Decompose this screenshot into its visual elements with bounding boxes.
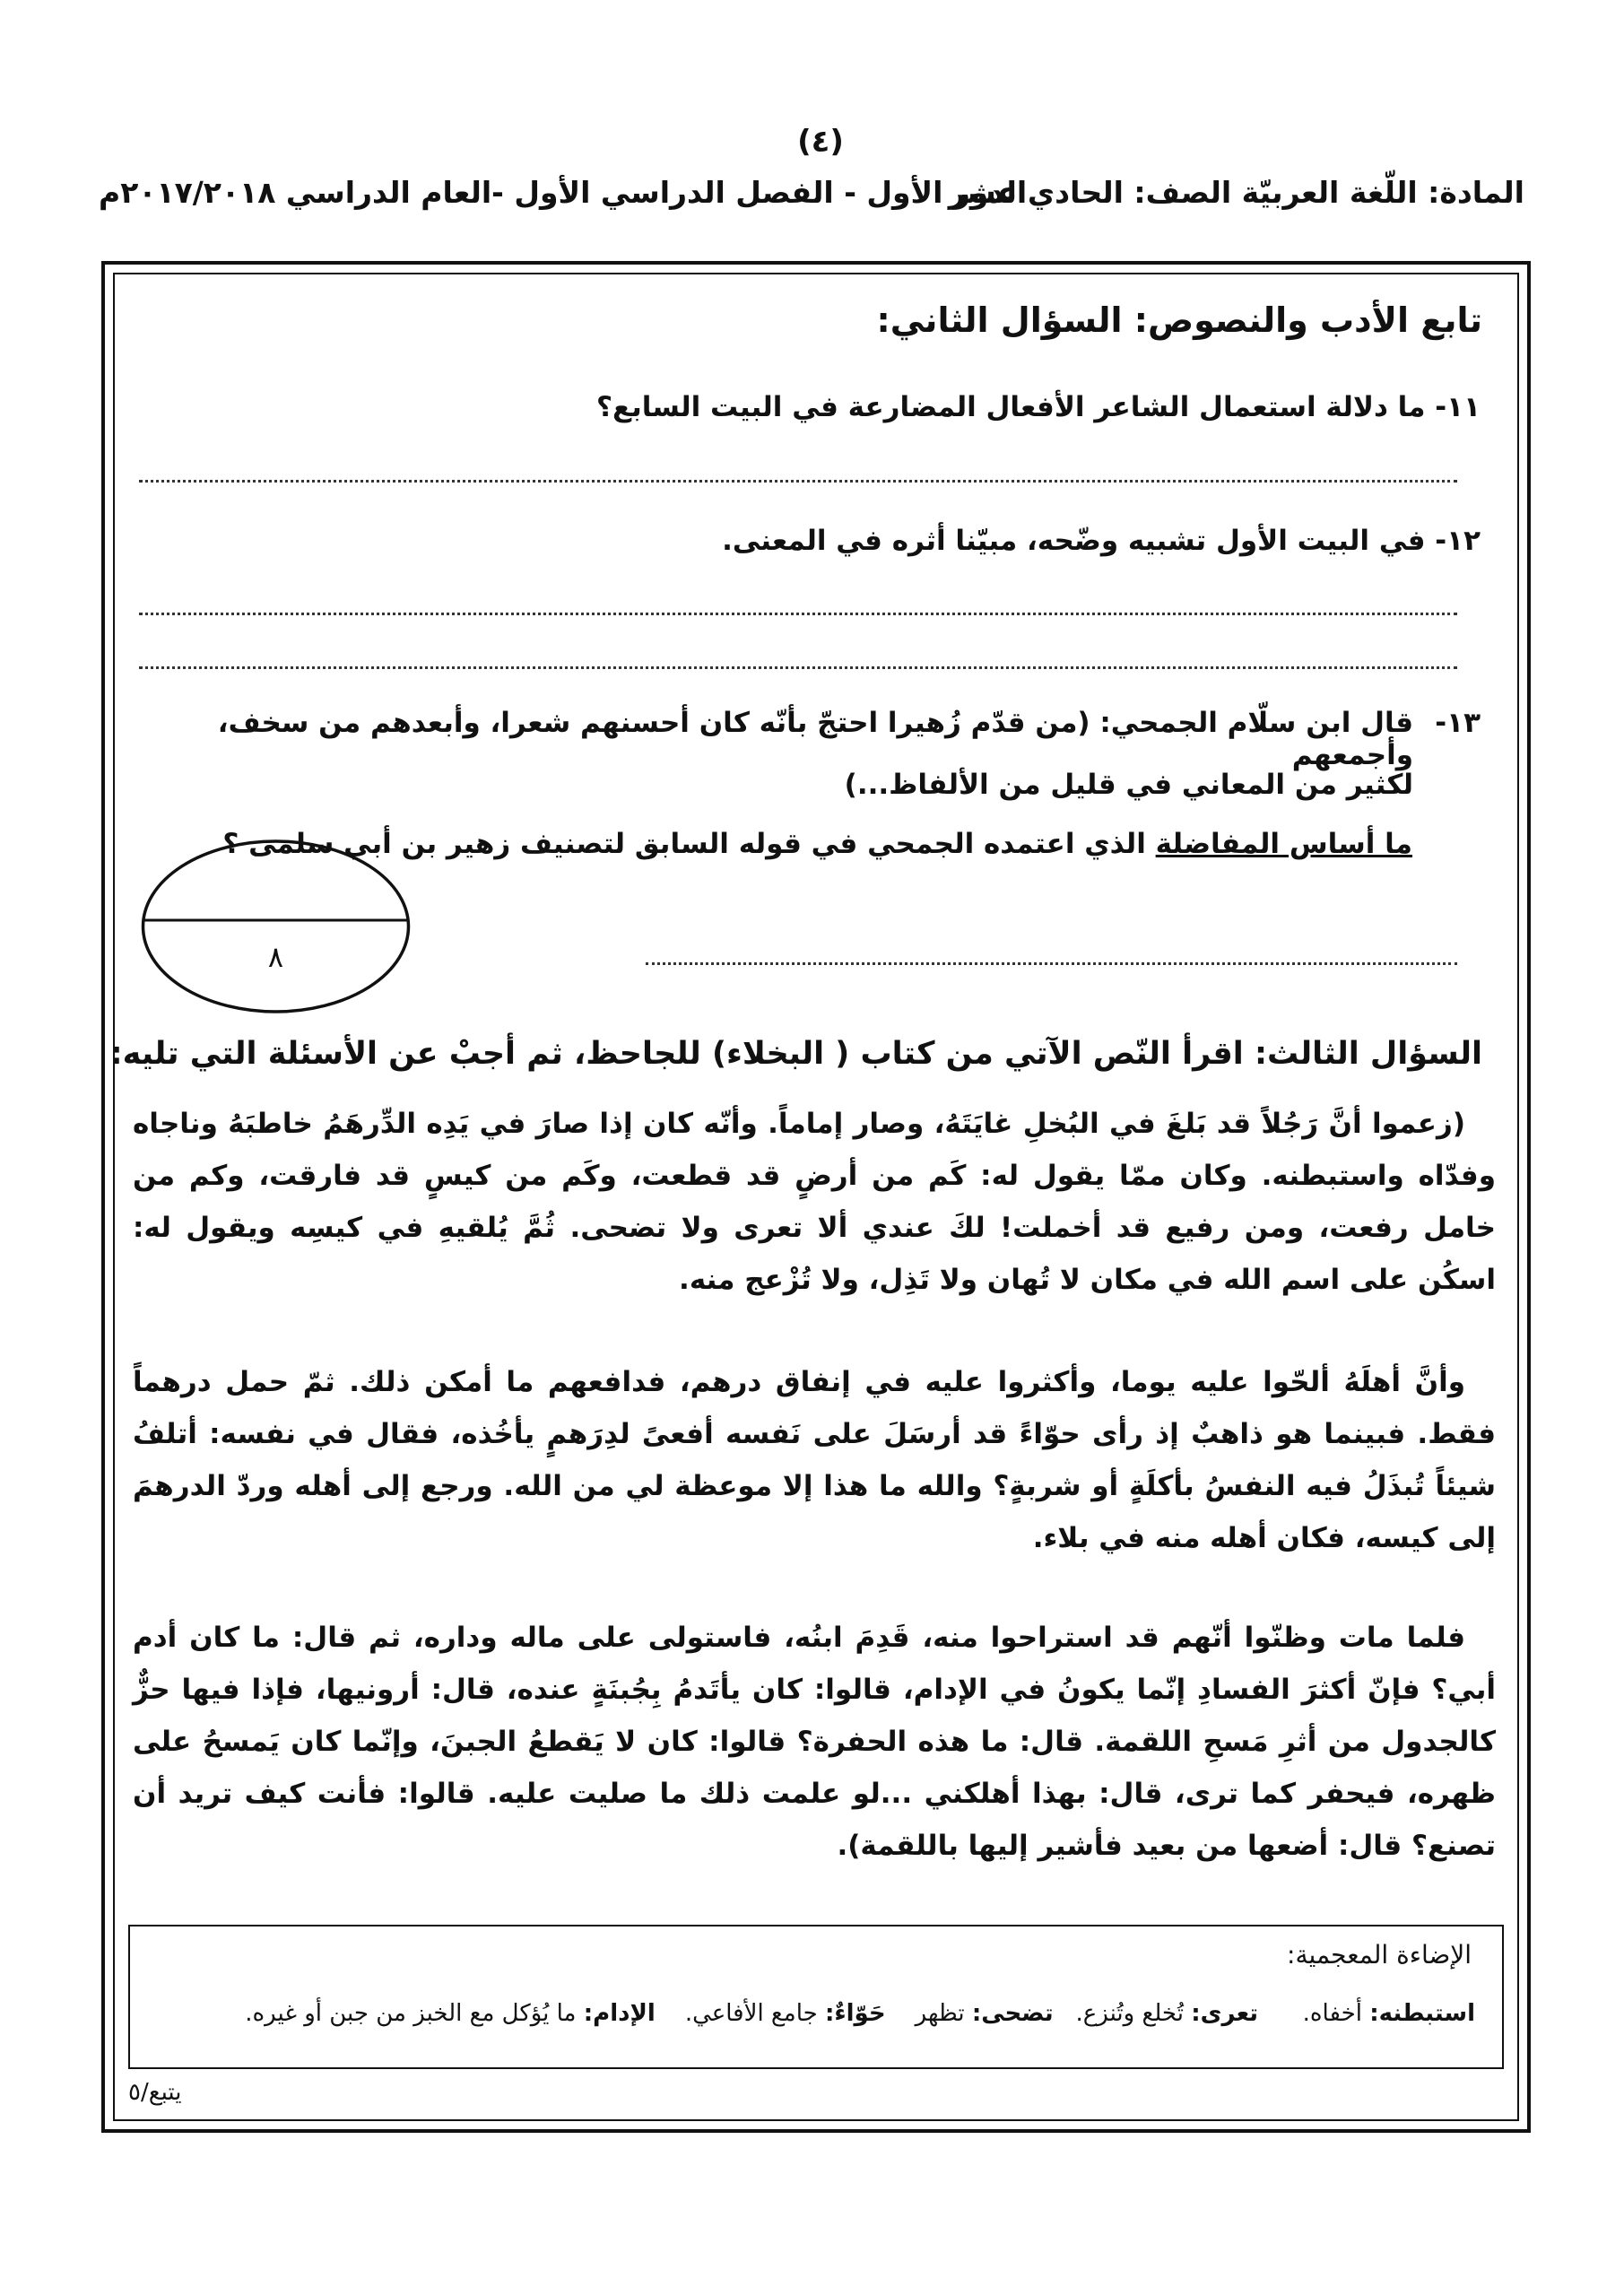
question-13-quote-line2: لكثير من المعاني في قليل من الألفاظ...) [844,769,1413,801]
answer-line-12b[interactable] [139,666,1457,669]
glossary-term: حَوّاءٌ: [824,2000,886,2027]
glossary-entries [130,2000,1475,2027]
glossary-entry [245,2000,655,2027]
glossary-meaning: تظهر [915,2000,965,2027]
glossary-term: تضحى: [971,2000,1054,2027]
glossary-title: الإضاءة المعجمية: [1287,1940,1472,1970]
question-11: ١١- ما دلالة استعمال الشاعر الأفعال المضارعة في البيت السابع؟ [595,391,1481,423]
glossary-term: الإدام: [583,2000,656,2027]
question-13-prefix: ما أساس [1280,828,1412,860]
passage-paragraph-1: (زعموا أنَّ رَجُلاً قد بَلغَ في البُخلِ غايَتَهُ، وصار إماماً. وأنّه كان إذا صارَ في يَدِه الدِّرهَمُ خاطبَهُ وناجاه وفدّاه واستبطنه. وكان ممّا يقول له: كَم من أرضٍ قد قطعت، وكَم من كيسٍ قد فارقت، وكم من خامل رفعت، ومن رفيع قد أخملت! لكَ عندي ألا تعرى ولا تضحى. ثُمَّ يُلقيهِ في كيسِه ويقول له: اسكُن على اسم الله في مكان لا تُهان ولا تَذِل، ولا تُزْعج منه. [133,1108,1496,1296]
page-number: (٤) [797,124,844,160]
question-12: ١٢- في البيت الأول تشبيه وضّحه، مبيّنا أثره في المعنى. [722,525,1481,557]
question-13-rest: الذي اعتمده الجمحي في قوله السابق لتصنيف زهير بن أبي سلمى ؟ [222,828,1156,860]
question-13-quote-line1: قال ابن سلّام الجمحي: (من قدّم زُهيرا احتجّ بأنّه كان أحسنهم شعرا، وأبعدهم من سخف، وأجمعهم [217,707,1413,771]
answer-line-12a[interactable] [139,613,1457,615]
glossary-entry [1303,2000,1475,2027]
section-three-title: السؤال الثالث: اقرأ النّص الآتي من كتاب ( البخلاء) للجاحظ، ثم أجبْ عن الأسئلة التي تليه: [109,1036,1482,1072]
question-13-number: ١٣- [1435,707,1481,739]
glossary-meaning: أخفاه. [1302,2000,1362,2027]
header-subject-grade: المادة: اللّغة العربيّة الصف: الحادي عشر [948,175,1524,210]
header-session-year: الدور الأول - الفصل الدراسي الأول -العام الدراسي ٢٠١٧/٢٠١٨م [99,175,1028,210]
glossary-term: استبطنه: [1369,2000,1475,2027]
question-13-underlined-word: المفاضلة [1155,828,1281,860]
glossary-entry [916,2000,1054,2027]
passage-paragraph-2: وأنَّ أهلَهُ ألحّوا عليه يوما، وأكثروا عليه في إنفاق درهم، فدافعهم ما أمكن ذلك. ثمّ حمل درهماً فقط. فبينما هو ذاهبٌ إذ رأى حوّاءً قد أرسَلَ على نَفسه أفعىً لدِرَهمٍ يأخُذه، فقال في نفسه: أتلفُ شيئاً تُبذَلُ فيه النفسُ بأكلَةٍ أو شربةٍ؟ والله ما هذا إلا موعظة لي من الله. ورجع إلى أهله وردّ الدرهمَ إلى كيسه، فكان أهله منه في بلاء. [133,1366,1496,1554]
section-two-title: تابع الأدب والنصوص: السؤال الثاني: [876,300,1482,340]
glossary-meaning: ما يُؤكل مع الخبز من جبن أو غيره. [245,2000,577,2027]
glossary-entry [685,2000,886,2027]
glossary-meaning: تُخلع وتُنزع. [1075,2000,1184,2027]
glossary-meaning: جامع الأفاعي. [684,2000,818,2027]
score-box [139,837,413,1016]
continued-note: يتبع/٥ [128,2079,182,2106]
score-total: ٨ [267,940,284,974]
glossary-term: تعرى: [1191,2000,1259,2027]
passage-paragraph-3: فلما مات وظنّوا أنّهم قد استراحوا منه، قَدِمَ ابنُه، فاستولى على ماله وداره، ثم قال: ما كان أدم أبي؟ فإنّ أكثرَ الفسادِ إنّما يكونُ في الإدام، قالوا: كان يأتَدمُ بِجُبنَةٍ عنده، قال: أرونيها، فإذا فيها حزٌّ كالجدول من أثرِ مَسحِ اللقمة. قال: ما هذه الحفرة؟ قالوا: كان لا يَقطعُ الجبنَ، وإنّما كان يَمسحُ على ظهره، فيحفر كما ترى، قال: بهذا أهلكني ...لو علمت ذلك ما صليت عليه. قالوا: فأنت كيف تريد أن تصنع؟ قال: أضعها من بعيد فأشير إليها باللقمة). [133,1622,1496,1862]
score-ellipse [139,837,413,1016]
answer-line-11[interactable] [139,480,1457,483]
glossary-entry [1075,2000,1258,2027]
answer-line-13[interactable] [646,962,1457,965]
